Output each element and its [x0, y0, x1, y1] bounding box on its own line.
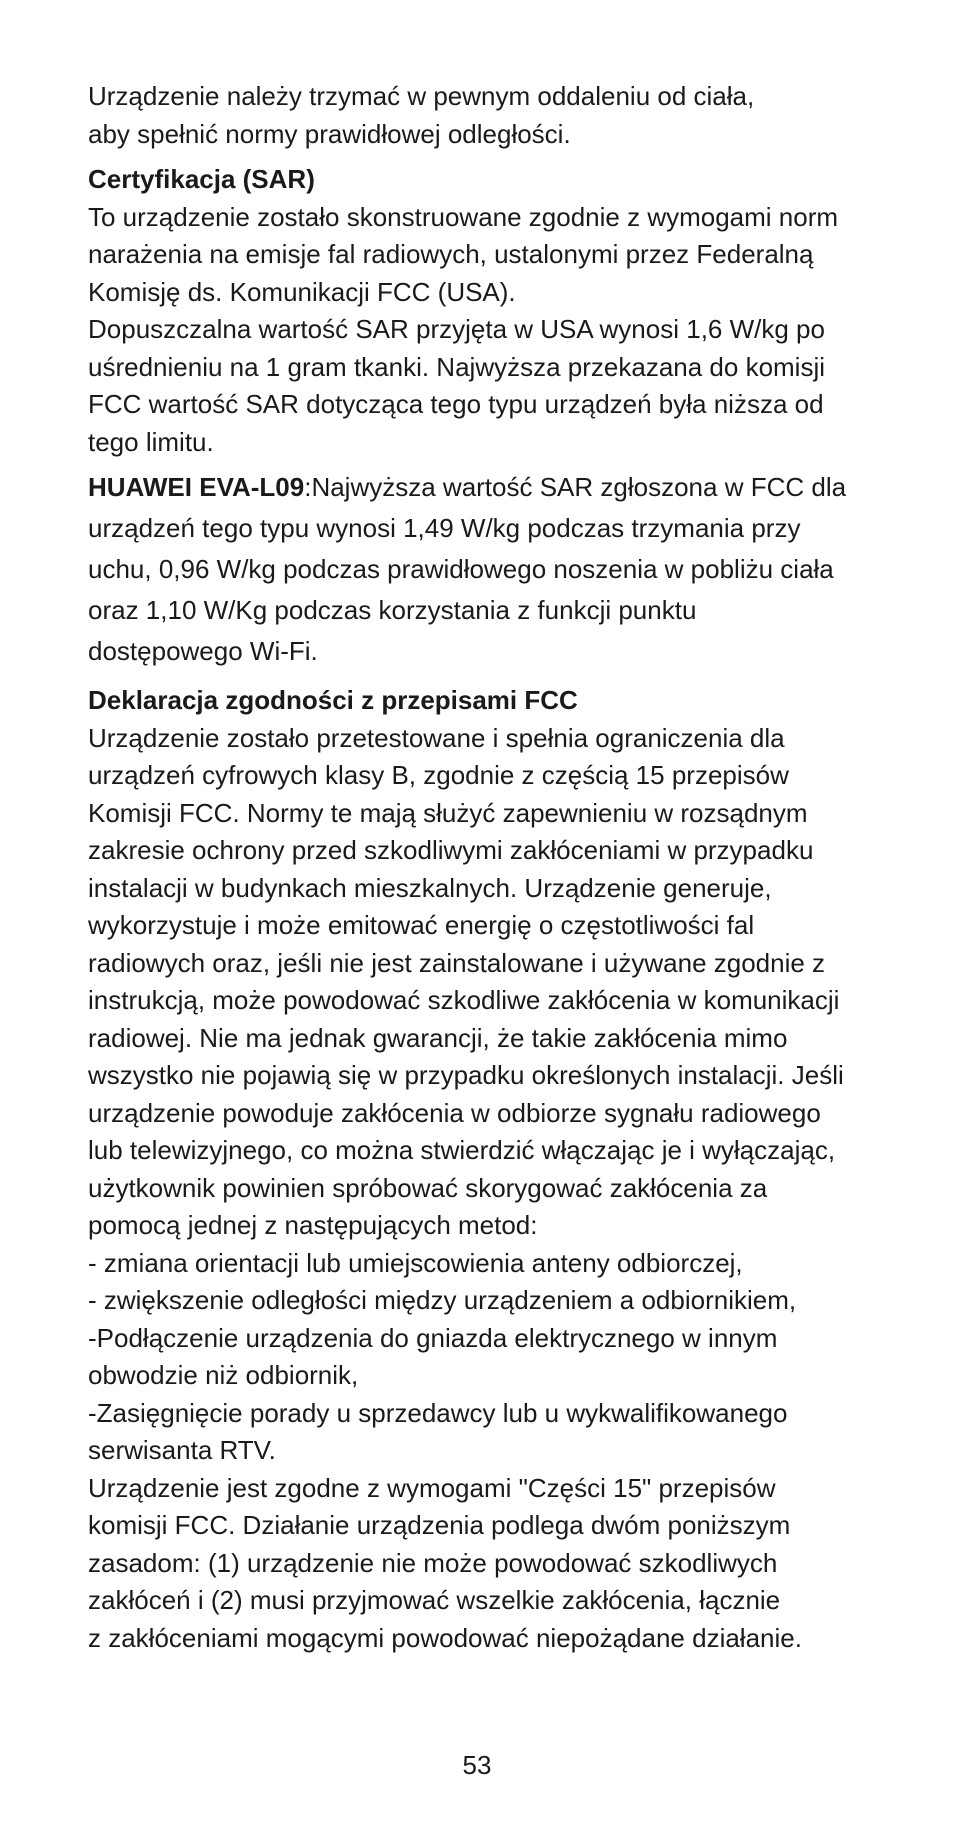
text-line: Komisję ds. Komunikacji FCC (USA).: [88, 276, 516, 307]
text-line: zakłóceń i (2) musi przyjmować wszelkie zakłócenia, łącznie: [88, 1585, 781, 1615]
list-item: - zmiana orientacji lub umiejscowienia anteny odbiorczej,: [88, 1247, 743, 1278]
list-item: -Zasięgnięcie porady u sprzedawcy lub u wykwalifikowanego: [88, 1397, 788, 1428]
text-line: To urządzenie zostało skonstruowane zgodnie z wymogami norm: [88, 201, 839, 232]
sar-paragraph-1: [88, 199, 908, 312]
sar-model-paragraph: [88, 467, 908, 672]
text-line: radiowych oraz, jeśli nie jest zainstalowane i używane zgodnie z: [88, 947, 826, 978]
text-line: wszystko nie pojawią się w przypadku określonych instalacji. Jeśli: [88, 1060, 844, 1090]
text-line: instrukcją, może powodować szkodliwe zakłócenia w komunikacji: [88, 985, 840, 1015]
text-line: serwisanta RTV.: [88, 1435, 276, 1465]
text-line: Urządzenie zostało przetestowane i spełnia ograniczenia dla: [88, 722, 785, 753]
text-line: użytkownik powinien spróbować skorygować zakłócenia za: [88, 1172, 768, 1203]
text-line: urządzeń cyfrowych klasy B, zgodnie z częścią 15 przepisów: [88, 760, 789, 790]
intro-paragraph: [88, 78, 908, 153]
text-line: wykorzystuje i może emitować energię o częstotliwości fal: [88, 910, 755, 940]
text-line: pomocą jednej z następujących metod:: [88, 1210, 538, 1240]
text-line: tego limitu.: [88, 426, 214, 457]
text-line: Komisji FCC. Normy te mają służyć zapewnieniu w rozsądnym: [88, 797, 808, 828]
page-number: 53: [462, 1750, 492, 1780]
text-line: Urządzenie jest zgodne z wymogami "Części 15" przepisów: [88, 1472, 776, 1503]
text-line: urządzeń tego typu wynosi 1,49 W/kg podczas trzymania przy: [88, 513, 801, 543]
text-line: z zakłóceniami mogącymi powodować niepożądane działanie.: [88, 1622, 802, 1653]
text-line: [88, 467, 908, 508]
text-line: uchu, 0,96 W/kg podczas prawidłowego noszenia w pobliżu ciała: [88, 554, 834, 584]
model-first-line-text: :Najwyższa wartość SAR zgłoszona w FCC dla: [304, 472, 847, 502]
text-line: uśrednieniu na 1 gram tkanki. Najwyższa przekazana do komisji: [88, 351, 826, 382]
text-line: lub telewizyjnego, co można stwierdzić włączając je i wyłączając,: [88, 1135, 836, 1165]
text-line: FCC wartość SAR dotycząca tego typu urządzeń była niższa od: [88, 389, 824, 419]
text-line: narażenia na emisje fal radiowych, ustalonymi przez Federalną: [88, 239, 814, 269]
list-item: -Podłączenie urządzenia do gniazda elektrycznego w innym: [88, 1322, 778, 1353]
list-item: - zwiększenie odległości między urządzeniem a odbiornikiem,: [88, 1285, 797, 1315]
document-page: [88, 78, 908, 1657]
text-line: aby spełnić normy prawidłowej odległości.: [88, 118, 571, 149]
text-line: komisji FCC. Działanie urządzenia podlega dwóm poniższym: [88, 1510, 791, 1540]
text-line: obwodzie niż odbiornik,: [88, 1360, 359, 1390]
text-line: zakresie ochrony przed szkodliwymi zakłóceniami w przypadku: [88, 835, 814, 865]
fcc-paragraph: [88, 720, 908, 1658]
text-line: urządzenie powoduje zakłócenia w odbiorze sygnału radiowego: [88, 1097, 821, 1128]
text-line: oraz 1,10 W/Kg podczas korzystania z funkcji punktu: [88, 595, 697, 625]
sar-heading: Certyfikacja (SAR): [88, 164, 315, 194]
text-line: dostępowego Wi-Fi.: [88, 636, 318, 666]
fcc-heading: Deklaracja zgodności z przepisami FCC: [88, 685, 578, 715]
text-line: radiowej. Nie ma jednak gwarancji, że takie zakłócenia mimo: [88, 1022, 788, 1053]
sar-paragraph-2: [88, 311, 908, 461]
text-line: zasadom: (1) urządzenie nie może powodować szkodliwych: [88, 1547, 778, 1578]
text-line: instalacji w budynkach mieszkalnych. Urządzenie generuje,: [88, 872, 772, 903]
text-line: Dopuszczalna wartość SAR przyjęta w USA wynosi 1,6 W/kg po: [88, 314, 825, 344]
text-line: Urządzenie należy trzymać w pewnym oddaleniu od ciała,: [88, 81, 755, 111]
model-label: HUAWEI EVA-L09: [88, 472, 305, 502]
